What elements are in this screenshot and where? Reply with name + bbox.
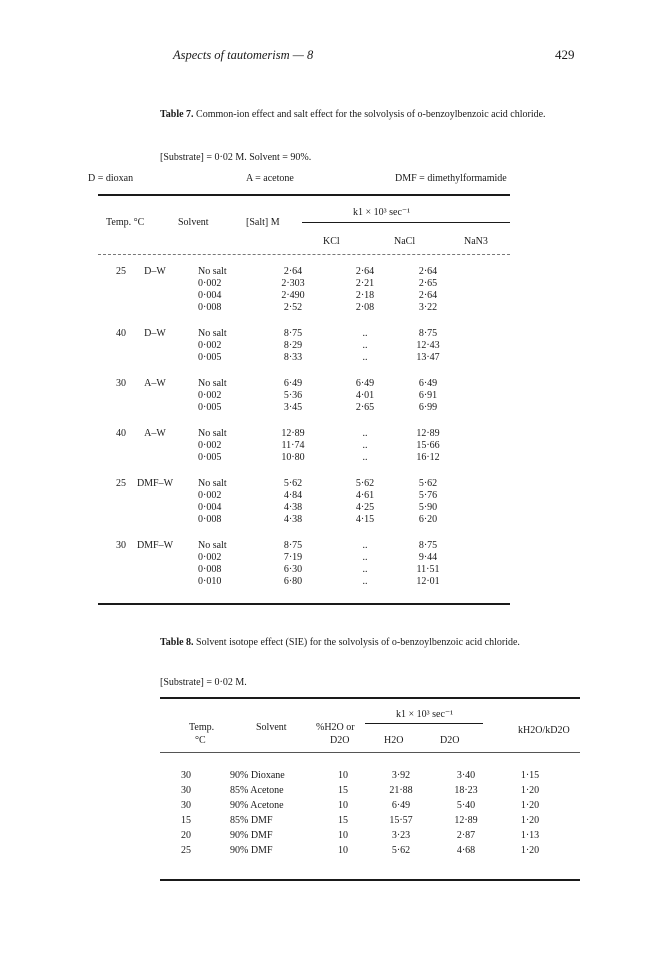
nan3-cell: 12·43 (416, 340, 440, 351)
salt-cell: 0·002 (198, 440, 222, 451)
nan3-cell: 5·90 (418, 502, 438, 513)
spacer-cell (458, 278, 510, 290)
temp-cell (98, 490, 126, 502)
salt-cell: 0·002 (198, 278, 222, 289)
temp-cell (98, 552, 126, 564)
table8-caption-text: Solvent isotope effect (SIE) for the solvolysis of o-benzoylbenzoic acid chloride. (196, 637, 520, 648)
h2o-cell: 15·57 (389, 815, 413, 826)
solvent-cell: 85% Acetone (230, 785, 284, 796)
table-row (98, 290, 510, 302)
kcl-cell: 4·38 (283, 514, 303, 525)
group-spacer (98, 414, 510, 428)
kcl-cell: 4·84 (283, 490, 303, 501)
nan3-cell: 5·62 (418, 478, 438, 489)
spacer-cell (458, 402, 510, 414)
salt-cell: 0·002 (198, 552, 222, 563)
nacl-cell: .. (362, 340, 368, 351)
spacer-cell (564, 785, 580, 800)
table-row (98, 378, 510, 390)
spacer-cell (564, 830, 580, 845)
kcl-cell: 8·75 (283, 540, 303, 551)
ratio-cell: 1·20 (520, 845, 540, 856)
salt-cell: 0·002 (198, 490, 222, 501)
salt-cell: No salt (198, 478, 227, 489)
spacer-cell (458, 352, 510, 364)
nan3-cell: 15·66 (416, 440, 440, 451)
solvent-cell: D–W (144, 266, 166, 277)
pct-cell: 15 (338, 785, 348, 796)
solvent-cell (126, 502, 184, 514)
table7-body (98, 266, 510, 588)
table-row (160, 800, 580, 815)
temp-cell: 30 (181, 770, 191, 781)
table8-col-ratio: kH2O/kD2O (518, 725, 570, 736)
salt-cell: No salt (198, 540, 227, 551)
temp-cell: 30 (116, 540, 126, 551)
spacer-cell (458, 378, 510, 390)
table8-col-h2o: H2O (384, 735, 404, 746)
nan3-cell: 8·75 (418, 540, 438, 551)
nan3-cell: 8·75 (418, 328, 438, 339)
salt-cell: No salt (198, 428, 227, 439)
solvent-cell (126, 452, 184, 464)
table-row (98, 278, 510, 290)
spacer-cell (458, 452, 510, 464)
group-spacer (98, 464, 510, 478)
salt-cell: 0·002 (198, 390, 222, 401)
nacl-cell: .. (362, 352, 368, 363)
salt-cell: No salt (198, 378, 227, 389)
temp-cell (98, 402, 126, 414)
h2o-cell: 3·92 (391, 770, 411, 781)
solvent-cell: 90% DMF (230, 845, 273, 856)
group-spacer (98, 314, 510, 328)
temp-cell (98, 340, 126, 352)
temp-cell: 15 (181, 815, 191, 826)
solvent-cell: A–W (144, 378, 166, 389)
table8-label: Table 8. (160, 637, 194, 648)
table7-caption (160, 108, 590, 121)
table-row (98, 514, 510, 526)
group-spacer (98, 526, 510, 540)
temp-cell (98, 452, 126, 464)
solvent-cell (126, 552, 184, 564)
table-row (98, 576, 510, 588)
table8-group-rule (365, 723, 483, 724)
solvent-cell (126, 440, 184, 452)
spacer-cell (564, 815, 580, 830)
kcl-cell: 2·303 (281, 278, 305, 289)
table7-header-rule (98, 254, 510, 255)
table-row (98, 328, 510, 340)
spacer-cell (458, 440, 510, 452)
solvent-cell: 85% DMF (230, 815, 273, 826)
table-row (98, 452, 510, 464)
nan3-cell: 13·47 (416, 352, 440, 363)
solvent-cell: A–W (144, 428, 166, 439)
temp-cell: 25 (181, 845, 191, 856)
temp-cell (98, 278, 126, 290)
table8-col-temp: Temp. (189, 722, 215, 733)
pct-cell: 10 (338, 770, 348, 781)
nan3-cell: 16·12 (416, 452, 440, 463)
salt-cell: 0·010 (198, 576, 222, 587)
h2o-cell: 5·62 (391, 845, 411, 856)
salt-cell: 0·008 (198, 514, 222, 525)
temp-cell (98, 352, 126, 364)
nacl-cell: .. (362, 328, 368, 339)
nacl-cell: 6·49 (355, 378, 375, 389)
spacer-cell (458, 540, 510, 552)
table8-col-temp-unit: °C (195, 735, 206, 746)
table7-col-solvent: Solvent (178, 217, 209, 228)
legend-dmf: DMF = dimethylformamide (395, 173, 507, 184)
nacl-cell: 4·01 (355, 390, 375, 401)
solvent-cell: 90% DMF (230, 830, 273, 841)
spacer-cell (564, 770, 580, 785)
solvent-cell: D–W (144, 328, 166, 339)
running-title: Aspects of tautomerism — 8 (173, 48, 314, 62)
solvent-cell (126, 564, 184, 576)
salt-cell: 0·008 (198, 302, 222, 313)
temp-cell: 25 (116, 266, 126, 277)
kcl-cell: 8·75 (283, 328, 303, 339)
salt-cell: 0·005 (198, 402, 222, 413)
nan3-cell: 11·51 (416, 564, 440, 575)
table-row (98, 552, 510, 564)
ratio-cell: 1·20 (520, 815, 540, 826)
spacer-cell (564, 800, 580, 815)
d2o-cell: 3·40 (456, 770, 476, 781)
spacer-cell (564, 845, 580, 860)
nacl-cell: .. (362, 576, 368, 587)
temp-cell: 40 (116, 328, 126, 339)
temp-cell: 30 (181, 785, 191, 796)
table7-col-kcl: KCl (323, 236, 340, 247)
table-row (98, 440, 510, 452)
table-row (160, 845, 580, 860)
table-row (98, 390, 510, 402)
salt-cell: 0·004 (198, 290, 222, 301)
pct-cell: 15 (338, 815, 348, 826)
pct-cell: 10 (338, 845, 348, 856)
table-row (98, 540, 510, 552)
table7-caption-text: Common-ion effect and salt effect for the solvolysis of o-benzoylbenzoic acid chloride. (196, 109, 546, 120)
table-row (98, 340, 510, 352)
spacer-cell (458, 564, 510, 576)
temp-cell (98, 564, 126, 576)
table-row (98, 564, 510, 576)
table-row (98, 266, 510, 278)
table8-col-pct: %H2O or (316, 722, 355, 733)
d2o-cell: 5·40 (456, 800, 476, 811)
temp-cell: 30 (181, 800, 191, 811)
h2o-cell: 6·49 (391, 800, 411, 811)
kcl-cell: 4·38 (283, 502, 303, 513)
spacer-cell (458, 340, 510, 352)
table7-col-nan3: NaN3 (464, 236, 488, 247)
salt-cell: 0·004 (198, 502, 222, 513)
table7-col-temp: Temp. °C (106, 217, 145, 228)
nacl-cell: 4·61 (355, 490, 375, 501)
kcl-cell: 2·490 (281, 290, 305, 301)
nan3-cell: 12·89 (416, 428, 440, 439)
nacl-cell: 4·25 (355, 502, 375, 513)
kcl-cell: 5·36 (283, 390, 303, 401)
table8-caption (160, 636, 590, 649)
kcl-cell: 7·19 (283, 552, 303, 563)
nan3-cell: 2·65 (418, 278, 438, 289)
temp-cell (98, 576, 126, 588)
temp-cell (98, 514, 126, 526)
nan3-cell: 2·64 (418, 290, 438, 301)
table8-bottom-rule (160, 879, 580, 881)
table-row (160, 770, 580, 785)
table8-col-pct2: D2O (330, 735, 350, 746)
h2o-cell: 3·23 (391, 830, 411, 841)
nan3-cell: 6·49 (418, 378, 438, 389)
temp-cell (98, 502, 126, 514)
table7-col-salt: [Salt] M (246, 217, 280, 228)
pct-cell: 10 (338, 800, 348, 811)
salt-cell: 0·005 (198, 452, 222, 463)
kcl-cell: 12·89 (281, 428, 305, 439)
solvent-cell: 90% Acetone (230, 800, 284, 811)
nacl-cell: .. (362, 440, 368, 451)
temp-cell: 20 (181, 830, 191, 841)
table-row (98, 490, 510, 502)
table-row (98, 352, 510, 364)
pct-cell: 10 (338, 830, 348, 841)
nacl-cell: 4·15 (355, 514, 375, 525)
nacl-cell: .. (362, 552, 368, 563)
nacl-cell: .. (362, 428, 368, 439)
solvent-cell (126, 340, 184, 352)
solvent-cell: DMF–W (136, 540, 174, 551)
kcl-cell: 10·80 (281, 452, 305, 463)
nan3-cell: 3·22 (418, 302, 438, 313)
kcl-cell: 5·62 (283, 478, 303, 489)
legend-acetone: A = acetone (246, 173, 294, 184)
ratio-cell: 1·13 (520, 830, 540, 841)
page-number: 429 (555, 47, 575, 62)
table-row (160, 815, 580, 830)
spacer-cell (458, 502, 510, 514)
kcl-cell: 2·64 (283, 266, 303, 277)
solvent-cell (126, 302, 184, 314)
table8-body (160, 770, 580, 860)
temp-cell: 30 (116, 378, 126, 389)
ratio-cell: 1·20 (520, 785, 540, 796)
table-row (98, 402, 510, 414)
spacer-cell (458, 478, 510, 490)
spacer-cell (458, 328, 510, 340)
nan3-cell: 6·99 (418, 402, 438, 413)
kcl-cell: 8·33 (283, 352, 303, 363)
nan3-cell: 9·44 (418, 552, 438, 563)
solvent-cell (126, 402, 184, 414)
kcl-cell: 6·80 (283, 576, 303, 587)
solvent-cell (126, 290, 184, 302)
salt-cell: 0·008 (198, 564, 222, 575)
table8-k-header: k1 × 10³ sec⁻¹ (396, 709, 454, 720)
spacer-cell (458, 302, 510, 314)
nacl-cell: 2·08 (355, 302, 375, 313)
solvent-cell (126, 278, 184, 290)
kcl-cell: 11·74 (281, 440, 305, 451)
table8-header-rule (160, 752, 580, 753)
table8-col-solvent: Solvent (256, 722, 287, 733)
salt-cell: 0·005 (198, 352, 222, 363)
table-row (98, 502, 510, 514)
spacer-cell (458, 290, 510, 302)
salt-cell: No salt (198, 328, 227, 339)
ratio-cell: 1·15 (520, 770, 540, 781)
table-row (98, 478, 510, 490)
ratio-cell: 1·20 (520, 800, 540, 811)
table7-k-header: k1 × 10³ sec⁻¹ (353, 207, 411, 218)
spacer-cell (458, 552, 510, 564)
h2o-cell: 21·88 (389, 785, 413, 796)
solvent-cell (126, 390, 184, 402)
solvent-cell (126, 514, 184, 526)
solvent-cell: DMF–W (136, 478, 174, 489)
nan3-cell: 12·01 (416, 576, 440, 587)
nacl-cell: .. (362, 540, 368, 551)
temp-cell (98, 290, 126, 302)
d2o-cell: 18·23 (454, 785, 478, 796)
nacl-cell: 2·21 (355, 278, 375, 289)
spacer-cell (458, 514, 510, 526)
nan3-cell: 6·91 (418, 390, 438, 401)
nan3-cell: 2·64 (418, 266, 438, 277)
table8-col-d2o: D2O (440, 735, 460, 746)
d2o-cell: 4·68 (456, 845, 476, 856)
legend-dioxan: D = dioxan (88, 173, 134, 184)
temp-cell (98, 302, 126, 314)
table7-substrate: [Substrate] = 0·02 M. Solvent = 90%. (160, 152, 312, 163)
kcl-cell: 2·52 (283, 302, 303, 313)
temp-cell: 25 (116, 478, 126, 489)
solvent-cell (126, 490, 184, 502)
nacl-cell: 2·18 (355, 290, 375, 301)
temp-cell: 40 (116, 428, 126, 439)
nacl-cell: .. (362, 564, 368, 575)
table7-top-rule (98, 194, 510, 196)
salt-cell: 0·002 (198, 340, 222, 351)
solvent-cell: 90% Dioxane (230, 770, 285, 781)
kcl-cell: 3·45 (283, 402, 303, 413)
table8-top-rule (160, 697, 580, 699)
nacl-cell: 5·62 (355, 478, 375, 489)
salt-cell: No salt (198, 266, 227, 277)
d2o-cell: 2·87 (456, 830, 476, 841)
spacer-cell (458, 576, 510, 588)
temp-cell (98, 440, 126, 452)
nan3-cell: 6·20 (418, 514, 438, 525)
solvent-cell (126, 576, 184, 588)
table8-substrate: [Substrate] = 0·02 M. (160, 677, 247, 688)
nacl-cell: .. (362, 452, 368, 463)
spacer-cell (458, 490, 510, 502)
table-row (160, 785, 580, 800)
table7-col-nacl: NaCl (394, 236, 416, 247)
table7-label: Table 7. (160, 109, 194, 120)
kcl-cell: 6·30 (283, 564, 303, 575)
spacer-cell (458, 266, 510, 278)
table-row (98, 302, 510, 314)
group-spacer (98, 364, 510, 378)
table-row (98, 428, 510, 440)
d2o-cell: 12·89 (454, 815, 478, 826)
solvent-cell (126, 352, 184, 364)
nacl-cell: 2·65 (355, 402, 375, 413)
nacl-cell: 2·64 (355, 266, 375, 277)
temp-cell (98, 390, 126, 402)
kcl-cell: 6·49 (283, 378, 303, 389)
table7-group-rule (302, 222, 510, 223)
nan3-cell: 5·76 (418, 490, 438, 501)
table-row (160, 830, 580, 845)
spacer-cell (458, 428, 510, 440)
kcl-cell: 8·29 (283, 340, 303, 351)
spacer-cell (458, 390, 510, 402)
table7-bottom-rule (98, 603, 510, 605)
